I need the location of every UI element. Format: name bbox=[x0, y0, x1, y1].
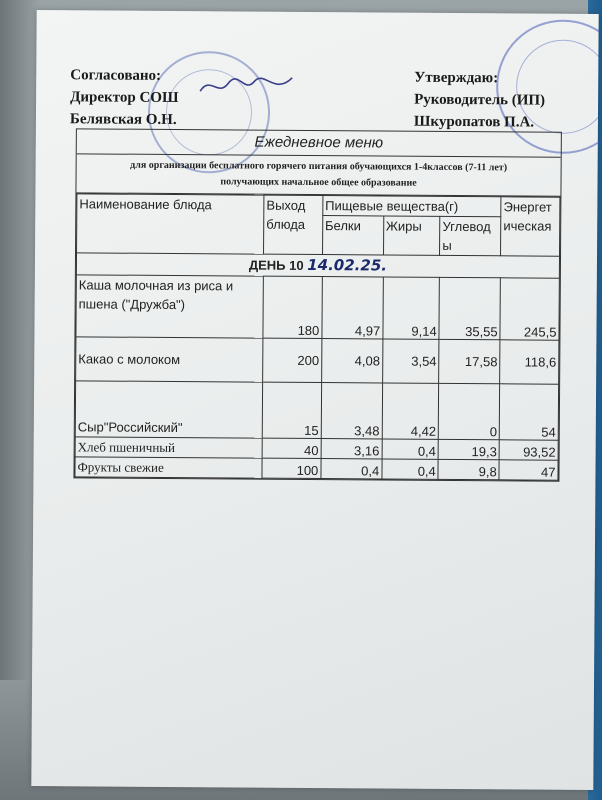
dish-protein: 4,08 bbox=[321, 339, 382, 383]
dish-energy: 245,5 bbox=[500, 278, 559, 340]
table-header-row bbox=[77, 194, 560, 217]
signature bbox=[196, 71, 296, 100]
dish-output: 200 bbox=[263, 338, 322, 382]
dish-name: Фрукты свежие bbox=[75, 457, 262, 478]
dish-carbs: 9,8 bbox=[438, 459, 499, 479]
dish-energy: 93,52 bbox=[499, 440, 558, 460]
dish-name: Каша молочная из риса и пшена ("Дружба") bbox=[76, 275, 264, 338]
dish-carbs: 19,3 bbox=[438, 439, 499, 459]
menu-subtitle: для организации бесплатного горячего питания обучающихся 1-4классов (7-11 лет) bbox=[130, 159, 508, 174]
header-dish: Наименование блюда bbox=[77, 194, 265, 254]
header-carbs: Углеводы bbox=[440, 216, 501, 255]
day-date: 14.02.25. bbox=[307, 255, 388, 275]
header-fat: Жиры bbox=[383, 216, 440, 255]
approval-label: Согласовано: bbox=[70, 67, 162, 84]
table-row bbox=[75, 457, 558, 480]
dish-output: 180 bbox=[263, 276, 322, 338]
menu-table bbox=[74, 193, 560, 480]
dish-carbs: 17,58 bbox=[439, 339, 500, 383]
table-row bbox=[76, 275, 559, 340]
dish-energy: 54 bbox=[499, 384, 558, 440]
dish-protein: 3,16 bbox=[321, 439, 382, 459]
header-nutrients: Пищевые вещества(г) bbox=[323, 196, 502, 217]
dish-fat: 0,4 bbox=[382, 459, 439, 479]
dish-name: Хлеб пшеничный bbox=[75, 437, 262, 458]
manager-name: Шкуропатов П.А. bbox=[413, 113, 535, 131]
table-row bbox=[76, 337, 559, 384]
dish-carbs: 0 bbox=[439, 383, 500, 439]
approval-block-right bbox=[414, 67, 545, 134]
dish-protein: 0,4 bbox=[321, 459, 382, 479]
menu-subtitle-2: получающих начальное общее образование bbox=[76, 174, 560, 196]
dish-fat: 9,14 bbox=[383, 277, 440, 339]
dish-output: 15 bbox=[262, 382, 321, 438]
dish-name: Сыр"Российский" bbox=[75, 381, 262, 438]
dish-fat: 3,54 bbox=[382, 339, 439, 383]
header-output: Выход блюда bbox=[264, 195, 323, 254]
director-position: Директор СОШ bbox=[70, 89, 179, 107]
dish-carbs: 35,55 bbox=[439, 277, 500, 339]
header-protein: Белки bbox=[322, 216, 383, 255]
director-name: Белявская О.Н. bbox=[69, 111, 177, 129]
dish-name: Какао с молоком bbox=[76, 337, 263, 382]
manager-position: Руководитель (ИП) bbox=[414, 91, 546, 109]
menu-sheet bbox=[31, 10, 598, 790]
dish-output: 40 bbox=[262, 438, 321, 458]
dish-protein: 3,48 bbox=[321, 383, 382, 439]
dish-protein: 4,97 bbox=[322, 277, 383, 339]
dish-energy: 118,6 bbox=[500, 340, 559, 384]
dish-energy: 47 bbox=[499, 460, 558, 480]
header-energy: Энергетическая bbox=[501, 197, 560, 256]
table-row bbox=[75, 381, 558, 440]
dish-fat: 4,42 bbox=[382, 383, 439, 439]
table-row bbox=[75, 437, 558, 460]
day-label: ДЕНЬ 10 bbox=[248, 257, 304, 273]
dish-fat: 0,4 bbox=[382, 439, 439, 459]
dish-output: 100 bbox=[262, 458, 321, 478]
approve-label: Утверждаю: bbox=[414, 69, 499, 87]
menu-title: Ежедневное меню bbox=[77, 129, 561, 157]
menu-frame bbox=[73, 128, 561, 481]
approval-block-left bbox=[70, 64, 179, 131]
